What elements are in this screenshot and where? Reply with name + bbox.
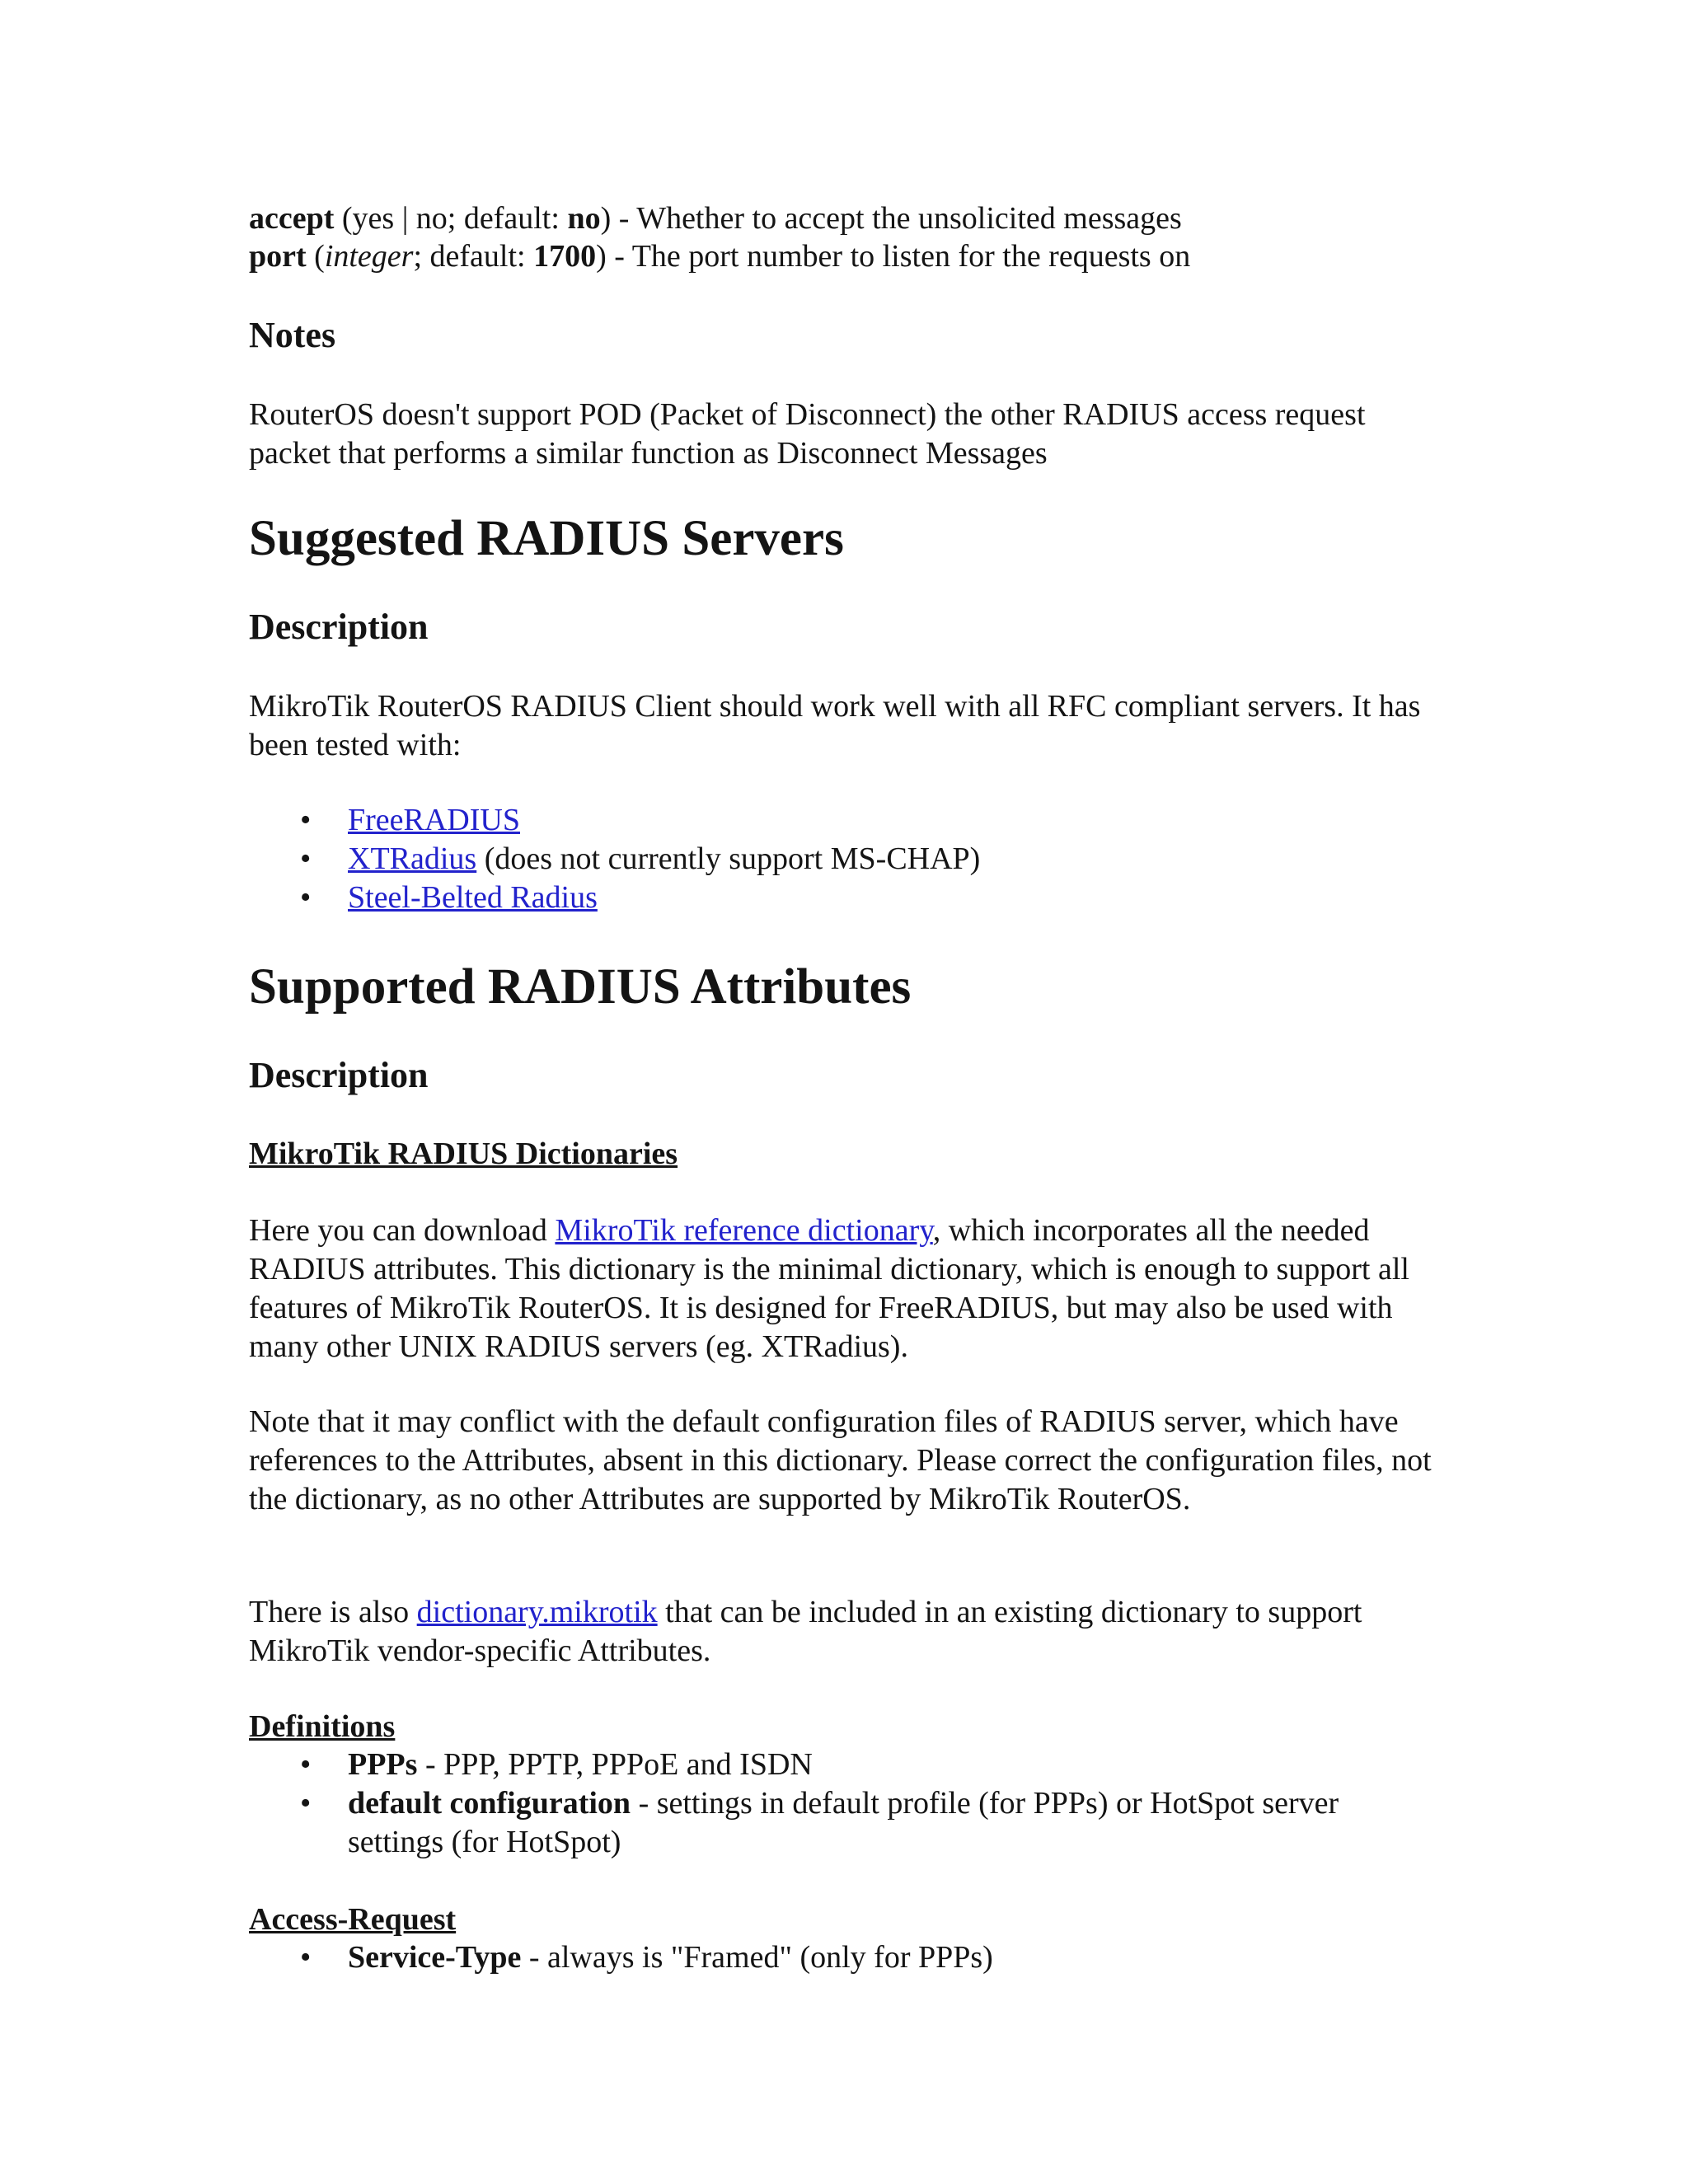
- servers-title: Suggested RADIUS Servers: [249, 511, 844, 566]
- list-item: [249, 1784, 1441, 1862]
- para-text: Here you can download: [249, 1213, 556, 1248]
- definitions-heading: Definitions: [249, 1709, 396, 1744]
- bullet: •: [300, 1786, 312, 1821]
- param-text: ; default:: [413, 239, 534, 274]
- param-default: no: [567, 201, 601, 236]
- xtradius-link[interactable]: XTRadius: [348, 841, 477, 876]
- bullet: •: [300, 1940, 312, 1975]
- definitions-list: [249, 1746, 1441, 1862]
- notes-text: RouterOS doesn't support POD (Packet of Disconnect) the other RADIUS access request packet that performs a similar function as Disconnect Messages: [249, 397, 1366, 471]
- attributes-desc-heading: Description: [249, 1055, 429, 1095]
- para-text: , which incorporates all the needed RADIUS attributes. This dictionary is the minimal dictionary, which is enough to support all features of MikroTik RouterOS. It is designed for FreeRADIUS, but may also be used with many other UNIX RADIUS servers (eg. XTRadius).: [249, 1213, 1409, 1364]
- notes-heading: Notes: [249, 315, 336, 355]
- attributes-title: Supported RADIUS Attributes: [249, 959, 912, 1015]
- access-request-list: [249, 1938, 1441, 1977]
- list-item: [249, 1938, 1441, 1977]
- list-item: [249, 801, 1441, 840]
- freeradius-link[interactable]: FreeRADIUS: [348, 803, 520, 837]
- servers-text: MikroTik RouterOS RADIUS Client should work well with all RFC compliant servers. It has been tested with:: [249, 689, 1421, 762]
- definition-term: default configuration: [348, 1786, 631, 1821]
- dictionaries-para-1: [249, 1212, 1441, 1366]
- steel-belted-radius-link[interactable]: Steel-Belted Radius: [348, 880, 598, 915]
- param-desc: ) - The port number to listen for the requests on: [596, 239, 1191, 274]
- bullet: •: [300, 841, 312, 876]
- param-name: port: [249, 239, 307, 274]
- servers-list: [249, 801, 1441, 917]
- definition-text: - settings in default profile (for PPPs) or HotSpot server settings (for HotSpot): [348, 1786, 1339, 1859]
- param-type: integer: [324, 239, 414, 274]
- item-note: (does not currently support MS-CHAP): [476, 841, 981, 876]
- para-text: that can be included in an existing dictionary to support MikroTik vendor-specific Attributes.: [249, 1595, 1362, 1668]
- dictionaries-heading: MikroTik RADIUS Dictionaries: [249, 1137, 678, 1171]
- dictionaries-para-2: Note that it may conflict with the default configuration files of RADIUS server, which have references to the Attributes, absent in this dictionary. Please correct the configuration files, not the dictionary, as no other Attributes are supported by MikroTik RouterOS.: [249, 1404, 1432, 1516]
- bullet: •: [300, 803, 312, 837]
- access-request-heading: Access-Request: [249, 1902, 457, 1937]
- mikrotik-reference-dictionary-link[interactable]: MikroTik reference dictionary: [555, 1213, 933, 1248]
- param-name: accept: [249, 201, 335, 236]
- list-item: [249, 1746, 1441, 1784]
- dictionaries-para-3: [249, 1593, 1441, 1671]
- param-default: 1700: [533, 239, 597, 274]
- dictionary-mikrotik-link[interactable]: dictionary.mikrotik: [416, 1595, 658, 1629]
- param-desc: ) - Whether to accept the unsolicited messages: [600, 201, 1182, 236]
- para-text: There is also: [249, 1595, 417, 1629]
- attribute-term: Service-Type: [348, 1940, 522, 1975]
- bullet: •: [300, 1747, 312, 1782]
- definition-term: PPPs: [348, 1747, 418, 1782]
- param-accept: [249, 199, 1441, 238]
- bullet: •: [300, 880, 312, 915]
- param-text: (yes | no; default:: [334, 201, 568, 236]
- servers-desc-heading: Description: [249, 607, 429, 647]
- definition-text: - PPP, PPTP, PPPoE and ISDN: [417, 1747, 813, 1782]
- param-text: (: [306, 239, 325, 274]
- list-item: [249, 840, 1441, 879]
- attribute-text: - always is "Framed" (only for PPPs): [521, 1940, 993, 1975]
- list-item: [249, 879, 1441, 917]
- param-port: [249, 237, 1441, 276]
